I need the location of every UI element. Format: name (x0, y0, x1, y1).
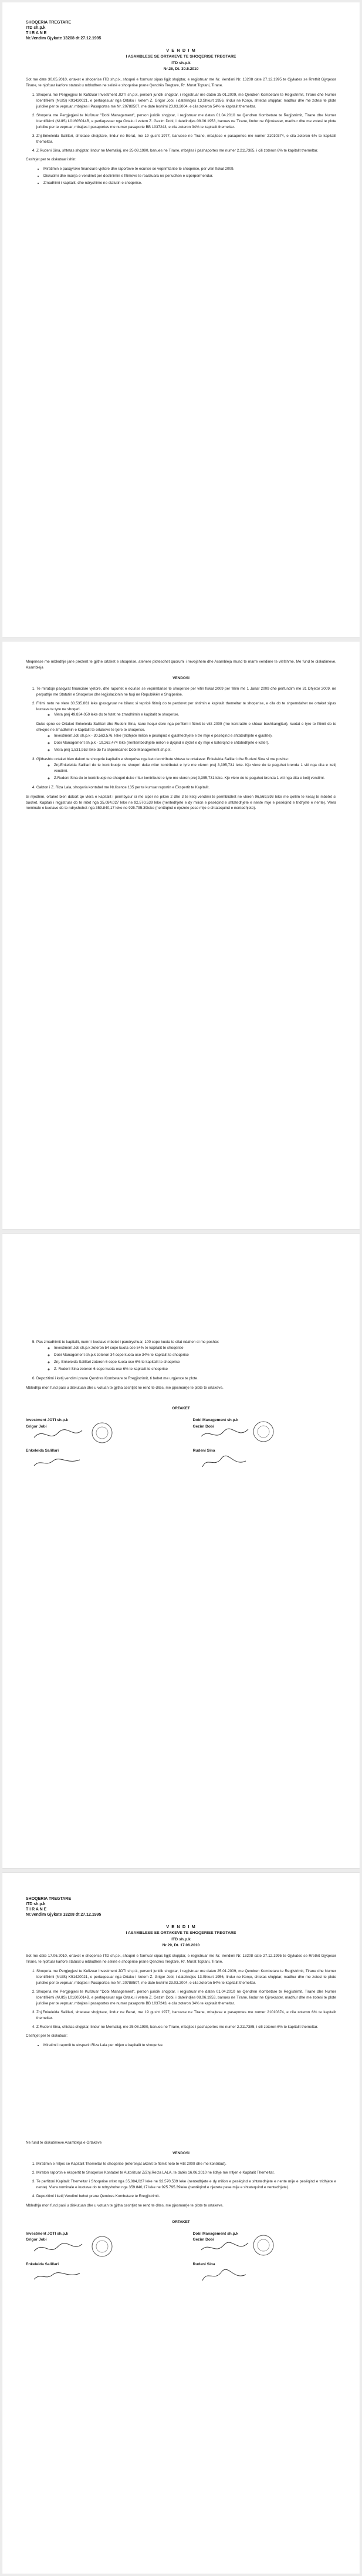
signatory-name: Enkeleida Salillari (26, 1449, 59, 1453)
signature-scribble (199, 2268, 252, 2285)
signatory-rep: Grigor Jobi (26, 2237, 47, 2242)
quota-item: ◦ Investment Joti sh.p.k zoteron 54 cope kuota ose 54% te kapitalit te shoqerise (54, 1345, 336, 1351)
company-type: SHOQERIA TREGTARE (26, 1897, 72, 1901)
decision-point-text: Fitimi neto ne vlere 30.535.861 leke (pasqyruar ne bilanc si tepricë fitimi) do te perdoret per shtimin e kapitalit themeltar te shoqerise, e cila do te shperndahet ne ortaket sipas kuotave te tyre ne shoqeri. (36, 701, 336, 711)
signature-scribble (32, 1454, 84, 1472)
member-item: 3. Znj.Enkeleida Salillari, shtetase shqiptare, lindur ne Berat, me 19 gusht 1977, banuese ne Tirane, mbajtese e pasaportes me numer 21010374, e cila zoteron 6% te kapitalit themeltar. (36, 133, 336, 145)
document-page-1 (2, 2, 360, 637)
signature-scribble (199, 1454, 252, 1472)
share-item: ◦ Investment Joti sh.p.k - 30.563.576, leke (tridhjete milion e pesëqind e gjashtedhjete e tre mije e pesëqind e shtatedhjete e gjashte). (54, 733, 336, 739)
document-page-4 (2, 1873, 360, 2574)
partners-heading: ORTAKET (172, 1406, 190, 1411)
signatory-rep: Gezim Dobi (192, 1424, 214, 1429)
members-list (26, 1969, 336, 2030)
signature-grid (26, 2231, 336, 2292)
partners-heading: ORTAKET (172, 2219, 190, 2224)
signatory-name: Investment JOTI sh.p.k (26, 1418, 69, 1423)
signature-grid (26, 1418, 336, 1479)
closing-paragraph: Mbledhja mori fund pasi u diskutuan dhe u votuan te gjitha ceshtjet ne rend te dites, me pjesmarrje te plote te ortakeve. (26, 2203, 224, 2208)
decision-point-text: Gjithashtu ortaket bien dakort te shoqerie kapitalin e shoqerise nga keto kontribute shtese te ortakeve: Enkeleida Salillari dhe Rudeni Sina si me poshte: (36, 757, 289, 761)
decision-points-continued (26, 1339, 336, 1382)
decision-point (36, 757, 336, 781)
signatory-rep: Grigor Jobi (26, 1424, 47, 1429)
decision-number: Nr.29, Dt. 17.06.2010 (162, 1943, 200, 1948)
company-stamp-icon (90, 1421, 114, 1445)
closing-paragraph: Mbledhja mori fund pasi u diskutuan dhe u votuan te gjitha ceshtjet ne rend te dites, me pjesmarrje te plote te ortakeve. (26, 1385, 224, 1390)
decision-company: ITD sh.p.k (171, 1937, 191, 1942)
quorum-paragraph: Meqenese me mbledhje jane prezent te gjithe ortaket e shoqerise, atehere plotesohet quorumi i nevojshem dhe Asambleja mund te marre vendime te vlefshme. Me fund te diskutimeve, Asambleja (26, 660, 336, 670)
decision-point: 6. Depozitimi i ketij vendimi prane Qendres Kombetare te Rregjistrimit, ti behet me urgjence te plote. (36, 1376, 336, 1382)
contribution-item: ◦ Z.Rudeni Sina do te kontribuoje ne shoqeri duke rritur kontributet e tyre me vleren prej 3,395,731 leke. Kjo vlere do te paguhet brenda 1 viti nga dita e ketij vendimi. (54, 775, 336, 781)
company-city: T I R A N E (26, 31, 47, 36)
decision-subtitle: I ASAMBLESE SE ORTAKEVE TE SHOQERISE TREGTARE (126, 55, 236, 59)
agenda-item: • Zmadhimi i kapitalit, dhe ndryshime ne statutin e shoqerise. (43, 180, 336, 186)
company-city: T I R A N E (26, 1907, 47, 1912)
members-list (26, 92, 336, 153)
decision-number: Nr.26, Dt. 30.5.2010 (163, 67, 199, 72)
quota-item: ◦ Z. Rudeni Sina zoteron 6 cope kuota ose 6% te kapitalit te shoqerise (54, 1366, 336, 1372)
contribution-item: ◦ Znj.Enkeleida Salillari do te kontribuoje ne shoqeri duke rritur kontributet e tyre me vleren prej 3,395,731 leke. Kjo vlere do te paguhet brenda 1 viti nga dita e ketij vendimi. (54, 763, 336, 774)
signature-enkeleida (26, 2262, 170, 2292)
member-item: 1. Shoqeria me Pergjegjesi te Kufizuar Investment JOTI sh.p.k, personi juridik shqiptar, i regjistruar me daten 25.01.2009, me Qendren Kombetare te Regjistrimit, Tirane dhe Numer Identifikimi (NUIS) K91420021, e perfaqesuar nga Ortaku i Vetem Z. Grigor Jobi, i datelindjes 13.Shkurt 1956, lindur ne Korçe, shtetas shqiptar, madhur dhe me zotesi te plote juridike per te vepruar, mbajtes i Pasaportes me Nr. 20788507, me date leshimi 23.03.2004, e cila zoteron 54% te kapitalit themeltar. (36, 92, 336, 110)
decides-heading: VENDOSI (172, 2151, 190, 2156)
signatory-rep: Gezim Dobi (192, 2237, 214, 2242)
intro-paragraph: Sot me date 30.05.2010, ortaket e shoqerise ITD sh.p.k, shoqeri e formuar sipas ligjit shqiptar, e regjistruar me Nr. Vendimi Nr. 13208 date 27.12.1995 te Gjykates se Rrethit Gjyqesor Tirane, te njoftuar karfore statusit u mblodhen ne selinë e shoqerise prane Qendrës Tregtare, Rr. Murat Toptani, Tirane. (26, 78, 336, 88)
company-header (26, 20, 336, 41)
agenda-list (26, 166, 336, 186)
member-item: 3. Znj.Enkeleida Salillari, shtetase shqiptare, lindur ne Berat, me 19 gusht 1977, banuese ne Tirane, mbajtese e pasaportes me numer 21010374, e cila zoteron 6% te kapitalit themeltar. (36, 2010, 336, 2021)
agenda-item: • Miratimi i raportit te ekspertit Riza Lala per rritjen e kapitalit te shoqerise. (43, 2043, 336, 2048)
member-item: 2. Shoqeria me Pergjegjesi te Kufizuar "Dobi Management", person juridik shqiptar, i regjistruar me daten 01.04.2010 ne Qendren Kombetare te Regjistrimit, Tirane dhe Numer Identifikimi (NUIS) L01605014B, e perfaqesuar nga Ortaku i vetem Z. Gezim Dobi, i datelindjes 08.06.1953, banues ne Tirane, lindur ne Gjirokaster, madhur dhe me zotesi te plote juridike per te vepruar, mbajtes i pasaportes me numer pasaporte BB 1037243, e cila zoteron 34% te kapitalit themeltar. (36, 1989, 336, 2007)
decision-point: 2. Miraton raportin e ekspertit te Shoqerise Kontabel te Autorizuar Z/Znj.Reiza LALA, te datës 16.06.2010 ne lidhje me rritjen e Kapitalit Themeltar. (36, 2170, 336, 2176)
decision-point (36, 701, 336, 753)
member-item: 4. Z.Rudeni Sina, shtetas shqiptar, lindur ne Memaliaj, me 25.08.1990, banues ne Tirane, mbajtes i pashaportes me numer 2.2117385, i cili zoteron 6% te kapitalit themeltar. (36, 2024, 336, 2030)
signature-joti (26, 1418, 170, 1448)
decision-subtitle: I ASAMBLESE SE ORTAKEVE TE SHOQERISE TREGTARE (126, 1931, 236, 1935)
decision-title: V E N D I M (166, 1924, 196, 1930)
decision-point-text: Pas zmadhimit te kapitalit, numri i kuotave mbetet i pandryshuar, 100 cope kuota te cilat ndahen si me poshte: (36, 1340, 219, 1344)
share-item: ◦ Vlera prej 1,531,953 leke do t'u shperndahet Dobi Management sh.p.k. (54, 747, 336, 753)
signatory-name: Rudeni Sina (192, 1449, 215, 1453)
signature-scribble (199, 1426, 252, 1443)
member-item: 2. Shoqeria me Pergjegjesi te Kufizuar "Dobi Management", person juridik shqiptar, i regjistruar me daten 01.04.2010 ne Qendren Kombetare te Regjistrimit, Tirane dhe Numer Identifikimi (NUIS) L01605014B, e perfaqesuar nga Ortaku i vetem Z. Gezim Dobi, i datelindjes 08.06.1953, banues ne Tirane, lindur ne Gjirokaster, madhur dhe me zotesi te plote juridike per te vepruar, mbajtes i pasaportes me numer pasaporte BB 1037243, e cila zoteron 34% te kapitalit themeltar. (36, 113, 336, 130)
agenda-heading: Ceshtjet per te diskutuar: (26, 2034, 68, 2038)
decision-point: 4. Cakton i Z. Riza Lala, shoqeria kontabel me Nr.licence 135 per te kurruar raportin e Ekspertit te Kapitalit. (36, 785, 336, 791)
registration-number: Nr.Vendim Gjykate 13208 dt 27.12.1995 (26, 36, 102, 41)
agenda-item: • Miratimin e pasqyrave financiare vjetore dhe raporteve te ecurise se veprimtarise te shoqerise, per vitin fiskal 2009. (43, 166, 336, 172)
decision-point: 1. Te miratoje pasqyrat financiare vjetore, dhe raportet e ecurise se veprimtarise te shoqerise per vitin fiskal 2009 per fillim me 1 Janar 2009 dhe perfundim me 31 Dhjetor 2009, ne perputhje me Statutin e Shoqerise dhe legjislacionin ne fuqi ne Republikën e Shqiperise. (36, 686, 336, 698)
signature-rudeni (193, 2262, 337, 2292)
signature-rudeni (193, 1448, 337, 1479)
signature-scribble (32, 2239, 84, 2257)
signature-dobi (193, 2231, 337, 2262)
company-name: ITD sh.p.k (26, 1902, 46, 1907)
member-item: 1. Shoqeria me Pergjegjesi te Kufizuar Investment JOTI sh.p.k, personi juridik shqiptar, i regjistruar me daten 25.01.2009, me Qendren Kombetare te Regjistrimit, Tirane dhe Numer Identifikimi (NUIS) K91420021, e perfaqesuar nga Ortaku i Vetem Z. Grigor Jobi, i datelindjes 13.Shkurt 1956, lindur ne Korçe, shtetas shqiptar, madhur dhe me zotesi te plote juridike per te vepruar, mbajtes i Pasaportes me Nr. 20788507, me date leshimi 23.03.2004, e cila zoteron 54% te kapitalit themeltar. (36, 1969, 336, 1986)
company-header (26, 1896, 336, 1917)
company-name: ITD sh.p.k (26, 26, 46, 31)
company-stamp-icon (252, 2234, 275, 2257)
intro-paragraph: Sot me date 17.06.2010, ortaket e shoqerise ITD sh.p.k, shoqeri e formuar sipas ligjit shqiptar, e regjistruar me Nr. Vendimi Nr. 13208 date 27.12.1995 te Gjykates se Rrethit Gjyqesor Tirane, te njoftuar karfore statusit u mblodhen ne selinë e shoqerise prane Qendres Tregtare, Rr. Murat Toptani, Tirane. (26, 1954, 336, 1964)
capital-line: ◦ Vlera prej 49,834,050 leke do te futet ne zmadhimin e kapitalit te shoqerise. (54, 712, 336, 718)
signatory-name: Rudeni Sina (192, 2262, 215, 2266)
document-page-2 (2, 642, 360, 1229)
signatory-name: Dobi Management sh.p.k (192, 1418, 239, 1423)
signature-scribble (199, 2239, 252, 2257)
company-stamp-icon (252, 1420, 275, 1443)
signature-enkeleida (26, 1448, 170, 1479)
capital-note: Duke qene se Ortaket Enkeleida Salillari dhe Rudeni Sina, kane hequr dore nga perfitimi i fitimit te vitit 2009 (me kontratën e shtuar bashkangjitur), kuotat e tyre te fitimit do te shkojne ne zmadhimin e kapitalit te ortakeve te tjere te shoqerise. (36, 722, 336, 733)
signature-joti (26, 2231, 170, 2262)
signature-scribble (32, 1426, 84, 1443)
company-stamp-icon (90, 2235, 114, 2258)
signatory-name: Dobi Management sh.p.k (192, 2231, 239, 2236)
registration-number: Nr.Vendim Gjykate 13208 dt 27.12.1995 (26, 1913, 102, 1917)
company-type: SHOQERIA TREGTARE (26, 21, 72, 25)
decision-points (26, 686, 336, 791)
final-intro: Ne fund te diskutimeve Asambleja e Ortakeve (26, 2141, 102, 2145)
agenda-heading: Ceshtjet per te diskutuar ishin: (26, 157, 76, 162)
signatory-name: Investment JOTI sh.p.k (26, 2231, 69, 2236)
signature-scribble (32, 2268, 84, 2285)
conclusion-paragraph: Si rrjedhim, ortaket bien dakort qe vlera e kapitalit i permbysur si me siper ne piken 2 dhe 3 te ketij vendimi te permblidhet ne vleren 96,569,593 leke me qellim te kesaj te mbetet si buxhet. Kapitali i regjistruar do te rritet nga 35,084,027 leke ne 92,570,539 leke (nentedhjete e dy milion e pesëqind e shtatedhjete e nente mije e pesëqind e tridhjete e nente). Vlera nominale e kuotave do te ndryshohet nga 359.840,17 leke ne 925.795.39leke (nentëqind e njezete pese mije e shtatequind e nentedhjete). (26, 794, 336, 811)
decision-point: 1. Miratimin e rritjes se Kapitalit Themeltar te shoqerise (referenjat aktinit te fitimit neto te vitit 2009 dhe me kontribut). (36, 2161, 336, 2167)
decision-company: ITD sh.p.k (171, 61, 191, 65)
agenda-list (26, 2043, 336, 2048)
agenda-item: • Diskutimi dhe marrja e vendimit per destinimin e fitimeve te realizuara ne periudhen e siperpermendur. (43, 173, 336, 179)
signature-dobi (193, 1418, 337, 1448)
quota-item: ◦ Znj. Enkeleida Salillari zoteron 6 cope kuota ose 6% te kapitalit te shoqerise (54, 1359, 336, 1365)
document-page-3 (2, 1234, 360, 1868)
decision-point: 3. Te perfitoni Kapitalit Themeltar i Shoqerise rritet nga 35,084,027 leke ne 92,570,539 leke (nentedhjete e dy milion e pesëqind e shtatedhjete e nente mije e pesëqind e tridhjete e nente). Vlera nominale e kuotave do te ndryshohet nga 359.840,17 leke ne 925.795.39leke (nentëqind e njezete pese mije e shtatequind e nentedhjete). (36, 2179, 336, 2191)
final-decision-points (26, 2161, 336, 2199)
member-item: 4. Z.Rudeni Sina, shtetas shqiptar, lindur ne Memaliaj, me 25.08.1990, banues ne Tirane, mbajtes i pashaportes me numer 2.2117385, i cili zoteron 6% te kapitalit themeltar. (36, 148, 336, 154)
decision-title: V E N D I M (166, 48, 196, 53)
signatory-name: Enkeleida Salillari (26, 2262, 59, 2266)
decision-point: 4. Depozitimi i ketij Vendimi behet prane Qendres Kombetare te Rregjistrimit. (36, 2194, 336, 2199)
decision-point (36, 1339, 336, 1372)
share-item: ◦ Dobi Management sh.p.k - 19,262,474 leke (nentembedhjete milion e dyqind e dyzet e dy mije e katerqind e shtatedhjete e kater). (54, 740, 336, 746)
quota-item: ◦ Dobi Management sh.p.k zoteron 34 cope kuota ose 34% te kapitalit te shoqerise (54, 1352, 336, 1358)
decides-heading: VENDOSI (172, 676, 190, 680)
